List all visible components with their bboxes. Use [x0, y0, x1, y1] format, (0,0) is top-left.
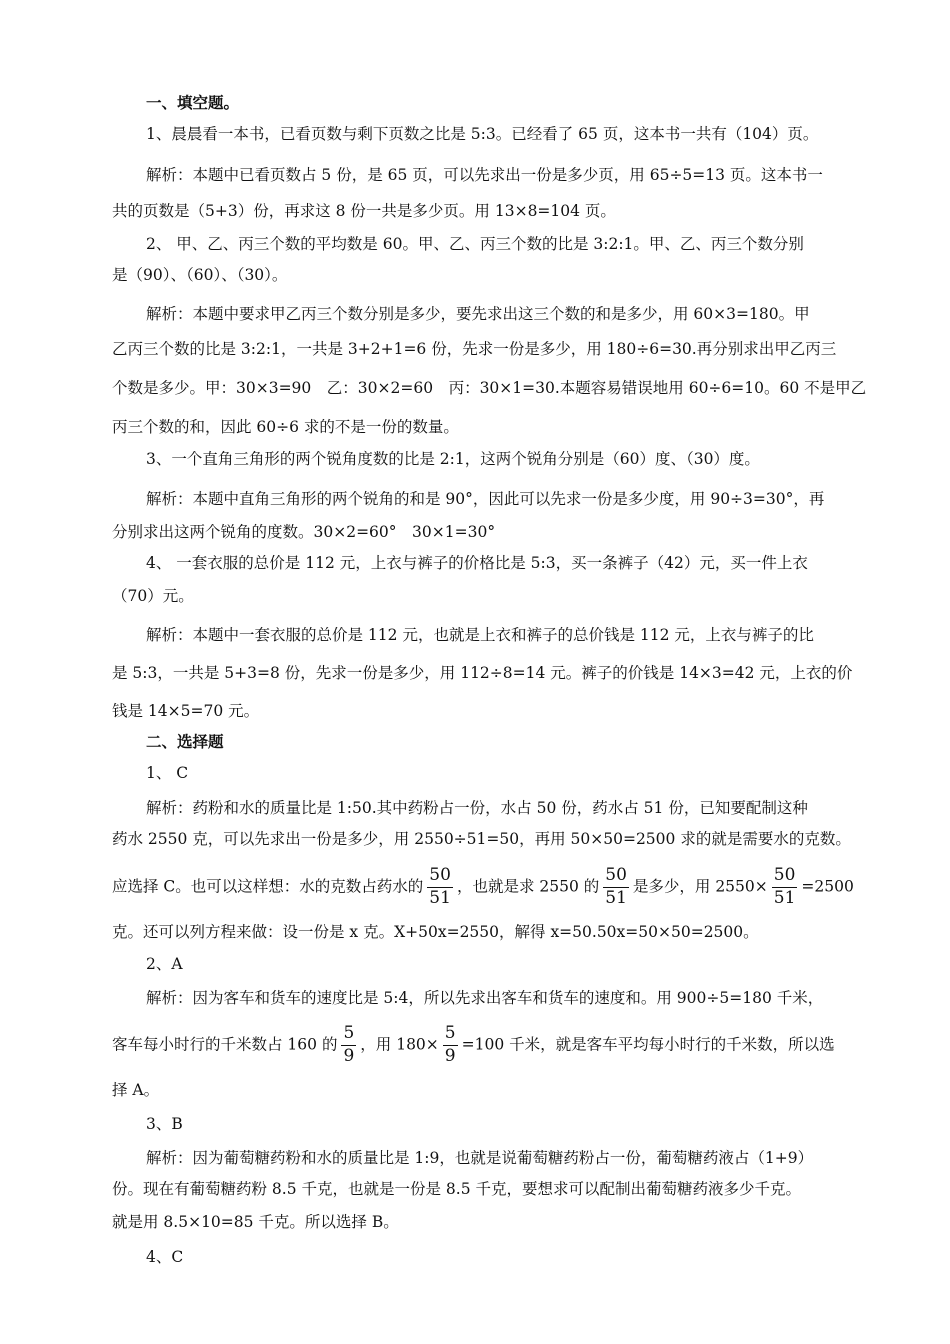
c3-answer: 3、B: [146, 1115, 183, 1133]
q4-analysis-line3: 钱是 14×5=70 元。: [112, 702, 260, 720]
c2-answer: 2、A: [146, 955, 183, 973]
section-heading-fill-blank: 一、填空题。: [146, 93, 240, 112]
q2-analysis: 解析：本题中要求甲乙丙三个数分别是多少，要先求出这三个数的和是多少，用 60×3=180。甲: [146, 305, 810, 323]
c3-analysis-line2: 份。现在有葡萄糖药粉 8.5 千克，也就是一份是 8.5 千克，要想求可以配制出葡萄糖药液多少千克。: [112, 1180, 802, 1198]
c2-analysis: 解析：因为客车和货车的速度比是 5:4，所以先求出客车和货车的速度和。用 900÷5=180 千米，: [146, 989, 824, 1007]
c2-analysis-line2: 客车每小时行的千米数占 160 的 $\frac{5}{9}$ ，用 180× $\frac{5}{9}$ =100 千米，就是客车平均每小时行的千米数，所以选: [112, 1023, 835, 1066]
c1-analysis: 解析：药粉和水的质量比是 1:50.其中药粉占一份，水占 50 份，药水占 51 份，已知要配制这种: [146, 799, 808, 817]
q3-text: 3、一个直角三角形的两个锐角度数的比是 2:1，这两个锐角分别是（60）度、（30）度。: [146, 450, 760, 468]
q2-analysis-line2: 乙丙三个数的比是 3:2:1，一共是 3+2+1=6 份，先求一份是多少，用 180÷6=30.再分别求出甲乙丙三: [112, 340, 837, 358]
q1-text: 1、晨晨看一本书，已看页数与剩下页数之比是 5:3。已经看了 65 页，这本书一共有（104）页。: [146, 125, 819, 143]
fraction-50-51: $\frac{50}{51}$: [773, 865, 796, 908]
q3-analysis-cont: 分别求出这两个锐角的度数。30×2=60° 30×1=30°: [112, 523, 496, 541]
c1-analysis-line4: 克。还可以列方程来做：设一份是 x 克。X+50x=2550，解得 x=50.50x=50×50=2500。: [112, 923, 759, 941]
q2-analysis-line3: 个数是多少。甲：30×3=90 乙：30×2=60 丙：30×1=30.本题容易错误地用 60÷6=10。60 不是甲乙: [112, 379, 867, 397]
c4-answer: 4、C: [146, 1248, 184, 1266]
q1-analysis-cont: 共的页数是（5+3）份，再求这 8 份一共是多少页。用 13×8=104 页。: [112, 202, 616, 220]
q4-text: 4、 一套衣服的总价是 112 元，上衣与裤子的价格比是 5:3，买一条裤子（42）元，买一件上衣: [146, 554, 808, 572]
q2-text: 2、 甲、乙、丙三个数的平均数是 60。甲、乙、丙三个数的比是 3:2:1。甲、乙、丙三个数分别: [146, 235, 804, 253]
c1-answer: 1、 C: [146, 764, 189, 782]
q3-analysis: 解析：本题中直角三角形的两个锐角的和是 90°，因此可以先求一份是多少度，用 90÷3=30°，再: [146, 490, 825, 508]
c1-analysis-line3: 应选择 C。也可以这样想：水的克数占药水的 $\frac{50}{51}$ ，也就是求 2550 的 $\frac{50}{51}$ 是多少，用 2550× $\frac{50}{51}$ =2500: [112, 865, 854, 908]
fraction-50-51: $\frac{50}{51}$: [429, 865, 451, 908]
fraction-5-9: $\frac{5}{9}$: [444, 1023, 456, 1066]
section-heading-choice: 二、选择题: [146, 732, 224, 751]
q4-analysis-line2: 是 5:3，一共是 5+3=8 份，先求一份是多少，用 112÷8=14 元。裤子的价钱是 14×3=42 元，上衣的价: [112, 664, 853, 682]
q2-analysis-line4: 丙三个数的和，因此 60÷6 求的不是一份的数量。: [112, 418, 459, 436]
q4-text-cont: （70）元。: [112, 587, 194, 605]
q4-analysis: 解析：本题中一套衣服的总价是 112 元，也就是上衣和裤子的总价钱是 112 元，上衣与裤子的比: [146, 626, 814, 644]
fraction-5-9: $\frac{5}{9}$: [343, 1023, 355, 1066]
fraction-50-51: $\frac{50}{51}$: [605, 865, 627, 908]
c2-analysis-line3: 择 A。: [112, 1081, 160, 1099]
q2-text-cont: 是（90）、（60）、（30）。: [112, 266, 288, 284]
c3-analysis: 解析：因为葡萄糖药粉和水的质量比是 1:9，也就是说葡萄糖药粉占一份，葡萄糖药液占（1+9）: [146, 1149, 814, 1167]
c1-analysis-line2: 药水 2550 克，可以先求出一份是多少，用 2550÷51=50，再用 50×50=2500 求的就是需要水的克数。: [112, 830, 851, 848]
q1-analysis: 解析：本题中已看页数占 5 份，是 65 页，可以先求出一份是多少页，用 65÷5=13 页。这本书一: [146, 166, 823, 184]
c3-analysis-line3: 就是用 8.5×10=85 千克。所以选择 B。: [112, 1213, 399, 1231]
